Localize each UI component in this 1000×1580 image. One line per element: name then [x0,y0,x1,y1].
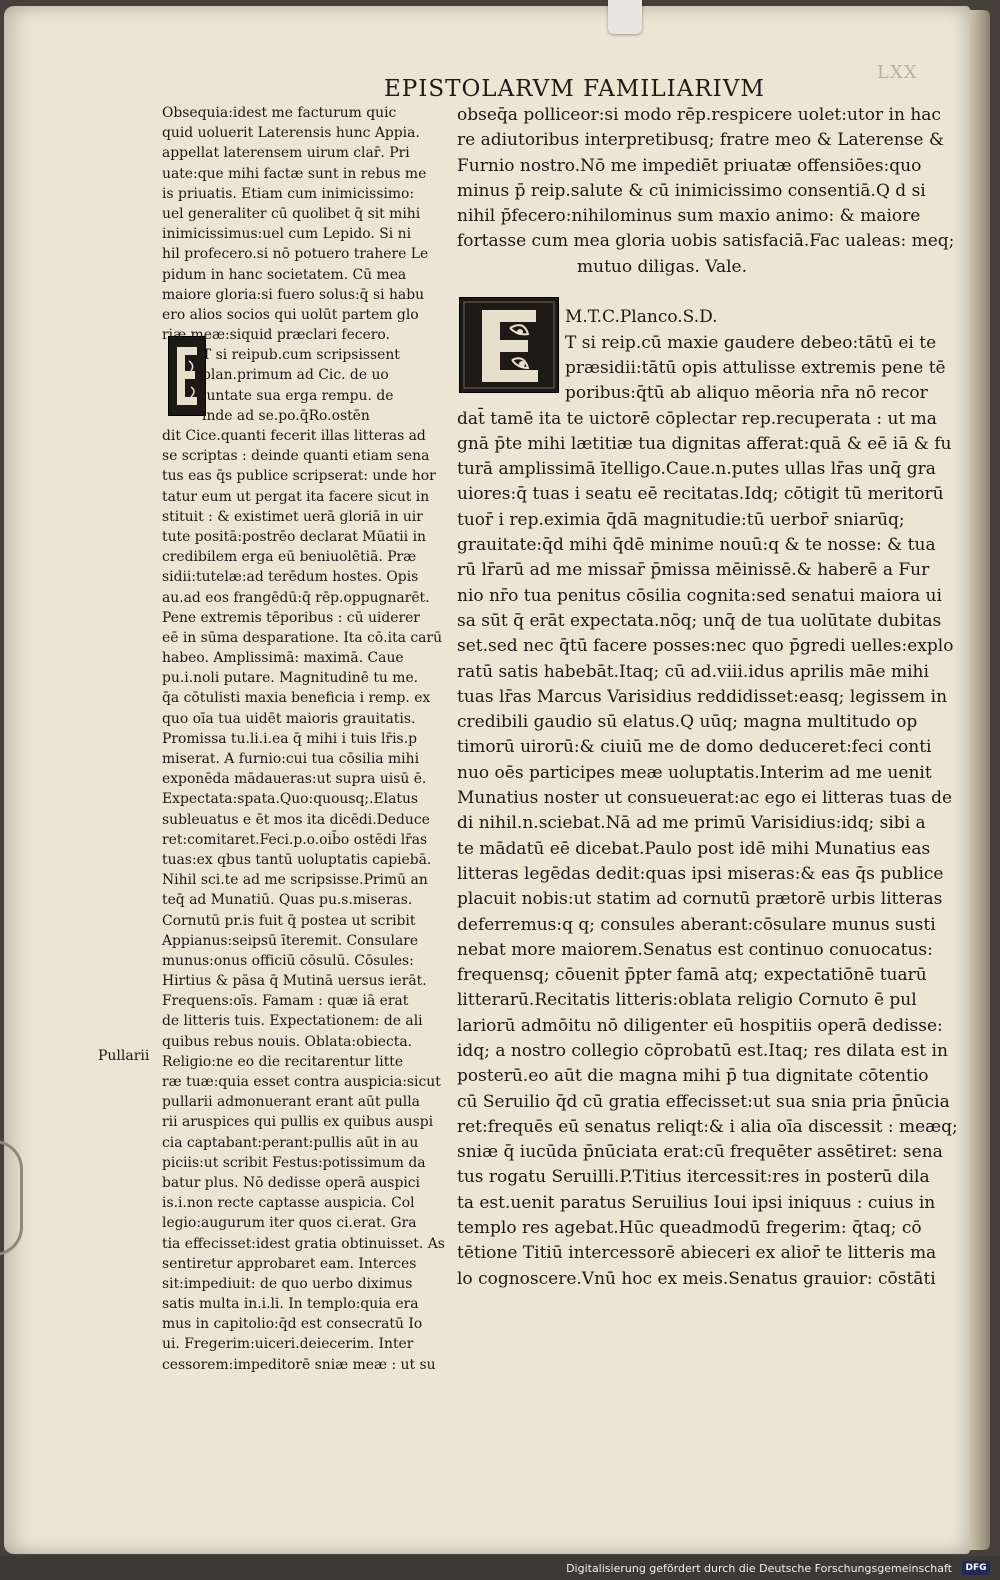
text-line: plan.primum ad Cic. de uo [202,367,389,384]
text-line: inimicissimus:uel cum Lepido. Si ni [162,226,412,243]
text-line: litteras legēdas dedit:quas ipsi miseras:& eas q̄s publice [457,863,944,884]
text-line: appellat laterensem uirum clar̄. Pri [162,145,410,162]
text-line: ui. Fregerim:uiceri.deiecerim. Inter [162,1336,414,1353]
text-line: T si reipub.cum scripsissent [202,347,400,364]
text-line: miserat. A furnio:cui tua cōsilia mihi [162,751,420,767]
text-line: Hirtius & pāsa q̄ Mutinā uersus ierāt. [162,973,427,990]
text-line: tuor̄ i rep.eximia q̄dā magnitudie:tū uerbor̄ sniarūq; [457,509,905,530]
text-line: de litteris tuis. Expectationem: de ali [162,1013,423,1030]
text-line: Obsequia:idest me facturum quic [162,105,397,121]
text-line: tus eas q̄s publice scripserat: unde hor [162,468,436,485]
text-line: quibus rebus nouis. Oblata:obiecta. [162,1033,413,1050]
text-line: Munatius noster ut consueuerat:ac ego ei litteras tuas de [457,788,953,809]
letter-heading: M.T.C.Planco.S.D. [565,307,718,328]
text-line: q̄a cōtulisti maxia beneficia i remp. ex [162,690,431,707]
text-line: Furnio nostro.Nō me impediēt priuatæ offensiōes:quo [457,155,922,176]
text-line: maiore gloria:si fuero solus:q̄ si habu [162,286,425,303]
text-line: tētione Titiū intercessorē abieceri ex alior̄ te litteris ma [457,1243,937,1264]
text-line: idq; a nostro collegio cōprobatū est.Itaq; res dilata est in [457,1040,948,1061]
text-line: minus p̄ reip.salute & cū inimicissimo consentiā.Q d si [457,180,926,201]
text-line: nebat more maiorem.Senatus est continuo conuocatus: [457,939,933,960]
text-line: pidum in hanc societatem. Cū mea [162,266,407,283]
text-line: ero alios socios qui uolūt partem glo [162,306,419,323]
text-line: ret:comitaret.Feci.p.o.oib̄o ostēdi lr̄as [162,831,428,848]
text-line: frequensq; cōuenit p̄pter famā atq; expectatiōnē tuarū [457,965,927,986]
text-line: legio:augurum iter quos ci.erat. Gra [162,1215,417,1232]
text-line: stituit : & existimet uerā gloriā in uir [162,508,423,525]
text-line: tus rogatu Seruilli.P.Titius itercessit:res in posterū dila [457,1167,930,1188]
text-line: ratū satis habebāt.Itaq; cū ad.viii.idus aprilis māe mihi [457,661,929,682]
text-line: poribus:q̄tū ab aliquo mēoria nr̄a nō recor [565,383,928,404]
text-line: mus in capitolio:q̄d est consecratū Io [162,1316,423,1333]
text-line: cū Seruilio q̄d cū gratia effecisset:ut sua snia pria p̄nūcia [457,1091,950,1112]
text-line: ræ tuæ:quia esset contra auspicia:sicut [162,1074,441,1090]
text-line: credibili gaudio sū elatus.Q uūq; magna multitudo op [457,712,918,733]
text-line: Nihil sci.te ad me scripsisse.Primū an [162,872,428,889]
text-line: nuo oēs participes meæ uoluptatis.Interim ad me uenit [457,762,932,783]
text-line: sa sūt q̄ erāt expectata.nōq; unq̄ de tua uolūtate dubitas [457,610,942,631]
text-line: ret:frequēs eū senatus reliqt:& i alia oīa discessit : meæq; [457,1116,958,1137]
text-line: obseq̄a polliceor:si modo rēp.respicere uolet:utor in hac [457,105,941,125]
funding-notice: Digitalisierung gefördert durch die Deutsche Forschungsgemeinschaft [566,1562,952,1575]
text-line: placuit nobis:ut statim ad cornutū prætorē urbis litteras [457,889,943,910]
text-line: teq̄ ad Munatiū. Quas pu.s.miseras. [162,892,413,909]
text-line: pullarii admonuerant erant aūt pulla [162,1094,420,1111]
text-line: re adiutoribus interpretibusq; fratre meo & Laterense & [457,130,944,151]
text-line: munus:onus officiū cōsulū. Cōsules: [162,952,414,969]
text-line: set.sed nec q̄tū facere posses:nec quo p̄gredi uelles:explo [457,636,954,657]
text-line: ta est.uenit paratus Seruilius Ioui ipsi iniquus : cuius in [457,1192,936,1213]
text-line: timorū uirorū:& ciuiū me de domo deduceret:feci conti [457,737,932,758]
text-line: dat̄ tamē ita te uictorē cōplectar rep.recuperata : ut ma [457,408,937,429]
text-line: fortasse cum mea gloria uobis satisfaciā.Fac ualeas: meq; [457,231,955,252]
text-line: sit:impediuit: de quo uerbo diximus [162,1275,413,1292]
text-line: hil profecero.si nō potuero trahere Le [162,246,429,263]
text-line: dit Cice.quanti fecerit illas litteras ad [162,428,426,444]
text-line: uel generaliter cū quolibet q̄ sit mihi [162,205,421,222]
running-head: EPISTOLARVM FAMILIARIVM [384,76,765,102]
bookmark-tab [608,0,642,34]
text-line: Pene extremis tēporibus : cū uiderer [162,609,420,626]
text-line: is.i.non recte captasse auspicia. Col [162,1195,415,1212]
text-line: uate:que mihi factæ sunt in rebus me [162,165,427,182]
text-line [457,280,947,305]
text-line: rū lr̄arū ad me missar̄ p̄missa mēinissē.& haberē a Fur [457,560,930,581]
dfg-logo: DFG [962,1561,990,1575]
text-line: grauitate:q̄d mihi q̄dē minime nouū:q & te nosse: & tua [457,535,936,556]
text-line: quid uoluerit Laterensis hunc Appia. [162,125,420,142]
text-line: tuas:ex qbus tantū uoluptatis capiebā. [162,851,432,868]
text-line: pu.i.noli putare. Magnitudinē tu me. [162,670,419,687]
text-line: te mādatū eē dicebat.Paulo post idē mihi Munatius eas [457,838,931,859]
text-line: Religio:ne eo die recitarentur litte [162,1053,404,1070]
text-line: tia effecisset:idest gratia obtinuisset. As [162,1235,445,1252]
text-line: piciis:ut scribit Festus:potissimum da [162,1154,426,1171]
text-line: præsidii:tātū opis attulisse extremis pene tē [565,357,946,378]
text-line: uiores:q̄ tuas i seatu eē recitatas.Idq; cōtigit tū meritorū [457,484,944,505]
text-line: sentiretur approbaret eam. Interces [162,1255,417,1272]
text-line: tute positā:postrēo declarat Mūatii in [162,528,426,545]
text-line: cia captabant:perant:pullis aūt in au [162,1134,419,1151]
text-line: satis multa in.i.li. In templo:quia era [162,1296,419,1313]
text-line: subleuatus e ēt mos ita dicēdi.Deduce [162,811,430,828]
letter-column [457,103,958,1292]
text-line: rii aruspices qui pullis ex quibus auspi [162,1114,434,1131]
text-line: Appianus:seipsū īteremit. Consulare [162,932,419,949]
text-line: quo oīa tua uidēt maioris grauitatis. [162,710,416,727]
text-line: inde ad se.po.q̄Ro.ostēn [202,407,370,424]
binding-ring [0,1140,23,1256]
text-line: T si reip.cū maxie gaudere debeo:tātū ei te [565,332,937,353]
text-line: tuas lr̄as Marcus Varisidius reddidisset:easq; legissem in [457,686,948,707]
text-line: lo cognoscere.Vnū hoc ex meis.Senatus grauior: cōstāti [457,1268,936,1289]
text-line: Expectata:spata.Quo:quousq;.Elatus [162,791,419,808]
text-line: nihil p̄fecero:nihilominus sum maxio animo: & maiore [457,206,921,227]
text-line: eē in sūma desparatione. Ita cō.ita carū [162,629,443,646]
text-line: di nihil.n.sciebat.Nā ad me primū Varisidius:idq; sibi a [457,813,926,834]
text-line: au.ad eos frangēdū:q̄ rēp.oppugnarēt. [162,589,430,606]
margin-note: Pullarii [98,1048,150,1064]
commentary-column [162,103,456,1375]
text-line: lariorū admōitu nō diligenter eū hospitiis operā dedisse: [457,1015,943,1036]
text-line: credibilem erga eū beniuolētiā. Præ [162,549,417,566]
text-line: turā amplissimā ītelligo.Caue.n.putes ullas lr̄as unq̄ gra [457,459,936,480]
text-line: Cornutū pr.is fuit q̄ postea ut scribit [162,912,416,929]
folio-mark: LXX [877,62,918,83]
text-line: templo res agebat.Hūc queadmodū fregerim: q̄taq; cō [457,1218,922,1239]
text-line: cessorem:impeditorē sniæ meæ : ut su [162,1356,436,1373]
text-line: batur plus. Nō dedisse operā auspici [162,1174,420,1191]
text-line: exponēda mādaueras:ut supra uisū ē. [162,771,427,788]
text-line: tatur eum ut pergat ita facere sicut in [162,488,430,505]
text-line: habeo. Amplissimā: maximā. Caue [162,650,404,667]
text-line: sniæ q̄ iucūda p̄nūciata erat:cū frequēter assētiret: sena [457,1142,943,1163]
text-line: sidii:tutelæ:ad terēdum hostes. Opis [162,569,419,586]
text-line: mutuo diligas. Vale. [577,256,747,277]
text-line: riæ meæ:siquid præclari fecero. [162,327,390,344]
text-line: luntate sua erga rempu. de [202,387,394,404]
text-line: is priuatis. Etiam cum inimicissimo: [162,185,415,202]
text-line: se scriptas : deinde quanti etiam sena [162,448,430,465]
text-line: nio nr̄o tua penitus cōsilia cognita:sed senatui maiora ui [457,585,942,606]
text-line: Frequens:oīs. Famam : quæ iā erat [162,993,409,1010]
page-edge [968,10,990,1550]
text-line: Promissa tu.li.i.ea q̄ mihi i tuis lr̄is.p [162,730,417,747]
text-line: litterarū.Recitatis litteris:oblata religio Cornuto ē pul [457,990,917,1011]
text-line: deferremus:q q; consules aberant:cōsulare munus susti [457,914,936,935]
text-line: gnā p̄te mihi lætitiæ tua dignitas afferat:quā & eē iā & fu [457,433,952,454]
text-line: posterū.eo aūt die magna mihi p̄ tua dignitate cōtentio [457,1066,929,1087]
